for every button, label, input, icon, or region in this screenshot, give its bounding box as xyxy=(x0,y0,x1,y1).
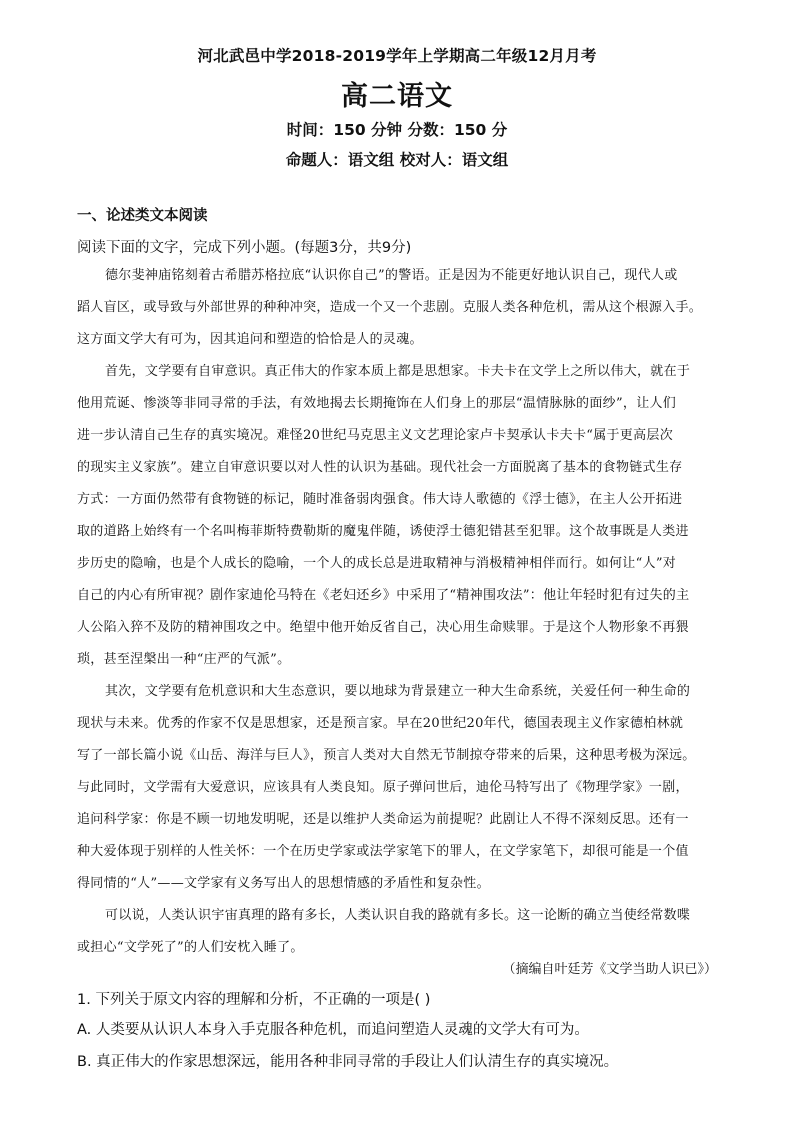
passage-line: 这方面文学大有可为，因其追问和塑造的恰恰是人的灵魂。 xyxy=(77,332,423,347)
passage-line: 德尔斐神庙铭刻着古希腊苏格拉底“认识你自己”的警语。正是因为不能更好地认识自己，现代人或 xyxy=(105,268,678,283)
passage-line: 追问科学家：你是不顾一切地发明呢，还是以维护人类命运为前提呢？此剧让人不得不深刻反思。还有一 xyxy=(77,812,689,827)
question-1-stem: 1. 下列关于原文内容的理解和分析，不正确的一项是( ) xyxy=(77,992,431,1008)
question-1-option-a[interactable]: A. 人类要从认识人本身入手克服各种危机，而追问塑造人灵魂的文学大有可为。 xyxy=(77,1022,589,1038)
question-1-option-b[interactable]: B. 真正伟大的作家思想深远，能用各种非同寻常的手段让人们认清生存的真实境况。 xyxy=(77,1054,619,1070)
reading-instruction: 阅读下面的文字，完成下列小题。(每题3分，共9分) xyxy=(77,240,412,256)
passage-line: 种大爱体现于别样的人性关怀：一个在历史学家或法学家笔下的罪人，在文学家笔下，却很可能是一个值 xyxy=(77,844,689,859)
passage-line: 蹈人盲区，或导致与外部世界的种种冲突，造成一个又一个悲剧。克服人类各种危机，需从这个根源入手。 xyxy=(77,300,703,315)
passage-line: 琐，甚至涅槃出一种“庄严的气派”。 xyxy=(77,652,291,667)
authors-line: 命题人：语文组 校对人：语文组 xyxy=(285,151,509,169)
passage-line: 或担心“文学死了”的人们安枕入睡了。 xyxy=(77,940,304,955)
time-score-line: 时间：150 分钟 分数：150 分 xyxy=(286,121,508,139)
passage-line: 首先，文学要有自审意识。真正伟大的作家本质上都是思想家。卡夫卡在文学上之所以伟大，就在于 xyxy=(105,364,691,379)
passage-line: 取的道路上始终有一个名叫梅菲斯特费勒斯的魔鬼伴随，诱使浮士德犯错甚至犯罪。这个故事既是人类进 xyxy=(77,524,689,539)
subject-title: 高二语文 xyxy=(341,81,453,112)
passage-source: （摘编自叶廷芳《文学当助人识已》） xyxy=(502,962,717,977)
passage-line: 他用荒诞、惨淡等非同寻常的手法，有效地揭去长期掩饰在人们身上的那层“温情脉脉的面纱”，让人们 xyxy=(77,396,677,411)
passage-line: 得同情的“人”——文学家有义务写出人的思想情感的矛盾性和复杂性。 xyxy=(77,876,490,891)
passage-line: 步历史的隐喻，也是个人成长的隐喻，一个人的成长总是进取精神与消极精神相伴而行。如何让“人”对 xyxy=(77,556,677,571)
passage-line: 进一步认清自己生存的真实境况。难怪20世纪马克思主义文艺理论家卢卡契承认卡夫卡“属于更高层次 xyxy=(77,428,673,443)
passage-line: 与此同时，文学需有大爱意识，应该具有人类良知。原子弹问世后，迪伦马特写出了《物理学家》一剧， xyxy=(77,780,689,795)
passage-line: 人公陷入猝不及防的精神围攻之中。绝望中他开始反省自己，决心用生命赎罪。于是这个人物形象不再猥 xyxy=(77,620,689,635)
passage-line: 其次，文学要有危机意识和大生态意识，要以地球为背景建立一种大生命系统，关爱任何一种生命的 xyxy=(105,684,691,699)
passage-line: 写了一部长篇小说《山岳、海洋与巨人》，预言人类对大自然无节制掠夺带来的后果，这种思考极为深远。 xyxy=(77,748,696,763)
passage-line: 可以说，人类认识宇宙真理的路有多长，人类认识自我的路就有多长。这一论断的确立当使经常数喋 xyxy=(105,908,691,923)
section-heading: 一、论述类文本阅读 xyxy=(77,208,208,224)
passage-line: 自己的内心有所审视？剧作家迪伦马特在《老妇还乡》中采用了“精神围攻法”：他让年轻时犯有过失的主 xyxy=(77,588,690,603)
passage-line: 的现实主义家族”。建立自审意识要以对人性的认识为基础。现代社会一方面脱离了基本的食物链式生存 xyxy=(77,460,683,475)
passage-line: 方式：一方面仍然带有食物链的标记，随时准备弱肉强食。伟大诗人歌德的《浮士德》，在主人公开拓进 xyxy=(77,492,683,507)
exam-title: 河北武邑中学2018-2019学年上学期高二年级12月月考 xyxy=(197,47,597,65)
passage-line: 现状与未来。优秀的作家不仅是思想家，还是预言家。早在20世纪20年代，德国表现主义作家德柏林就 xyxy=(77,716,684,731)
